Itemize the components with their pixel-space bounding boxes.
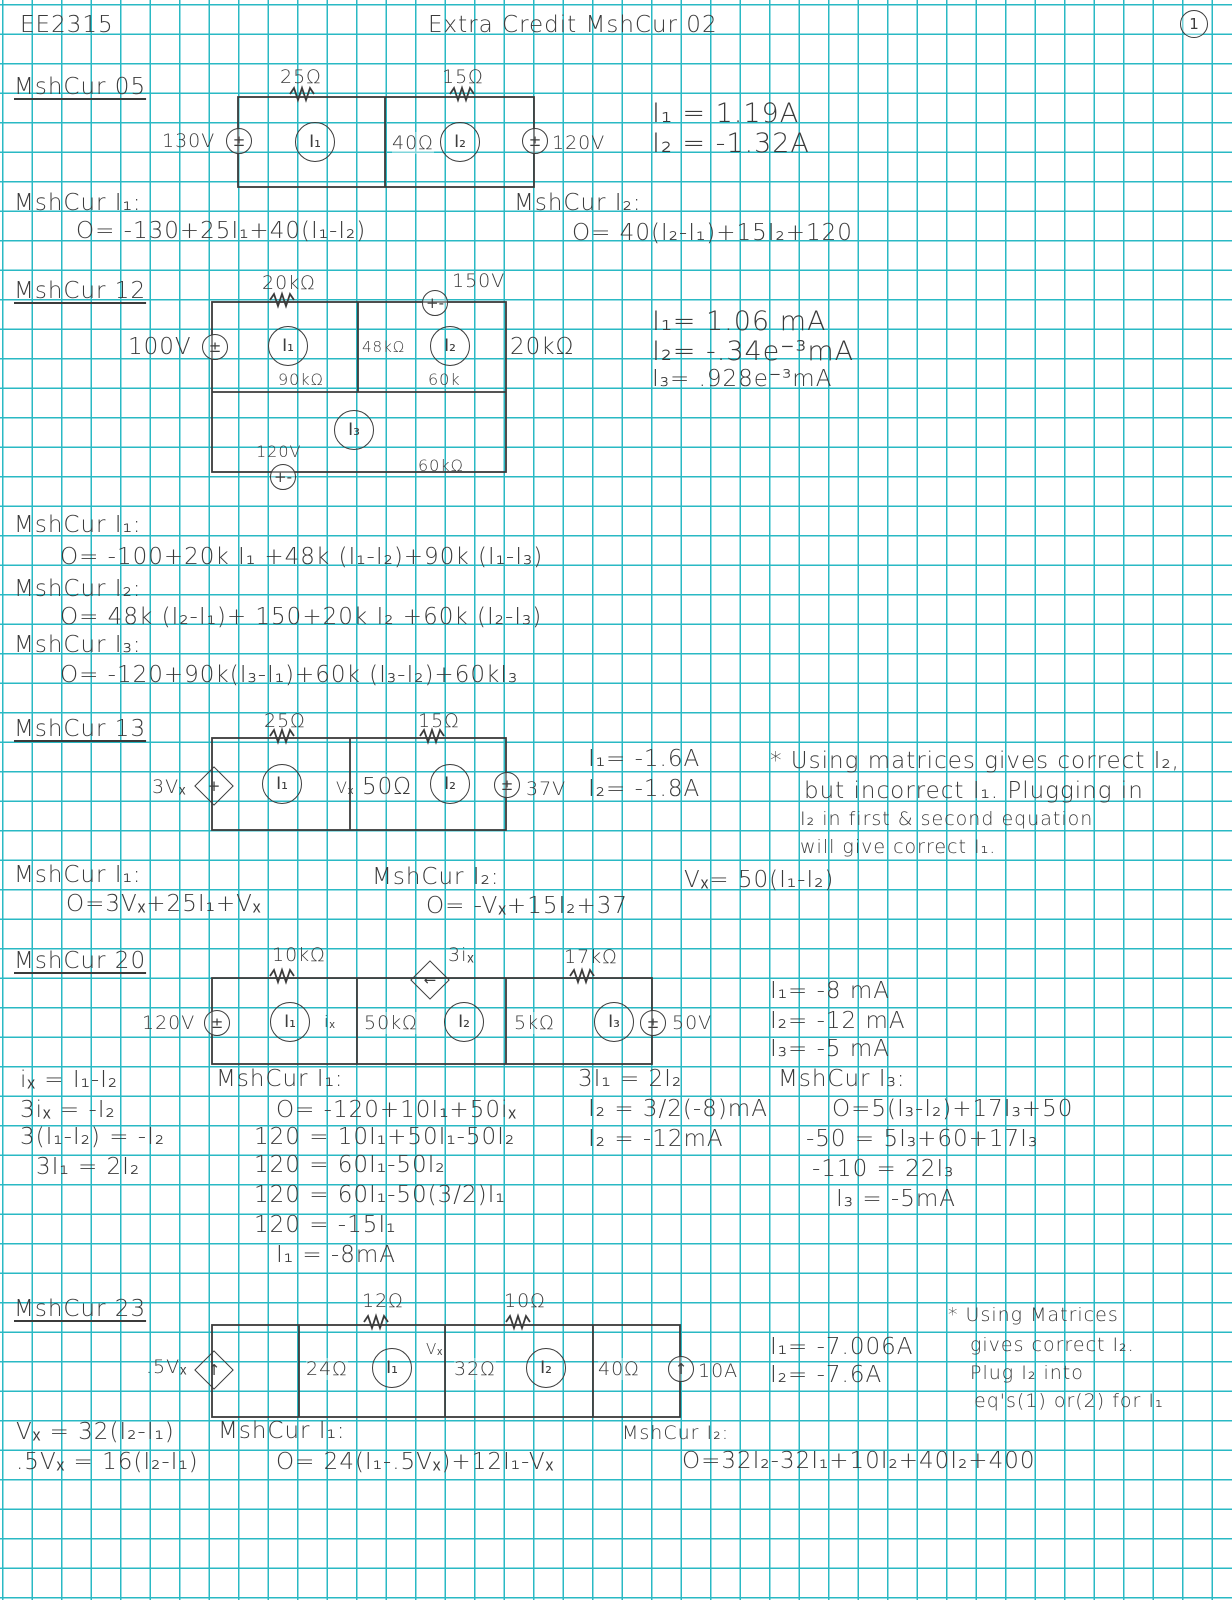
p20-work-left-4: 3I₁ = 2I₂ xyxy=(36,1154,141,1180)
p13-eq1: O=3Vₓ+25I₁+Vₓ xyxy=(66,891,262,917)
p12-eq3: O= -120+90k(I₃-I₁)+60k (I₃-I₂)+60kI₃ xyxy=(60,662,519,688)
p13-dependent-source-label: 3Vₓ xyxy=(152,776,187,798)
p12-eq2-label: MshCur I₂: xyxy=(14,576,142,602)
p23-work-left-2: .5Vₓ = 16(I₂-I₁) xyxy=(16,1449,199,1475)
p05-eq1: O= -130+25I₁+40(I₁-I₂) xyxy=(76,218,367,244)
p05-answer-i2: I₂ = -1.32A xyxy=(652,128,810,159)
p20-work-right-2: I₂ = 3/2(-8)mA xyxy=(588,1096,768,1122)
p12-resistor-90k: 90kΩ xyxy=(278,370,324,389)
p13-resistor-50: 50Ω xyxy=(362,774,412,800)
p23-resistor-12: 12Ω xyxy=(362,1290,404,1312)
p12-resistor-60k: 60k xyxy=(428,370,461,389)
p13-answer-i1: I₁= -1.6A xyxy=(588,746,701,772)
p20-i3-label: MshCur I₃: xyxy=(778,1066,906,1092)
page-number: 1 xyxy=(1180,10,1208,38)
p20-resistor-10k: 10kΩ xyxy=(272,944,326,966)
mesh-loop-icon: I₂ xyxy=(430,326,470,366)
dependent-source-icon: ← xyxy=(410,960,450,1000)
p12-answer-i2: I₂= -.34e⁻³mA xyxy=(652,336,855,367)
mesh-loop-icon: I₃ xyxy=(594,1002,634,1042)
mesh-loop-icon: I₁ xyxy=(262,764,302,804)
p20-work-left-3: 3(I₁-I₂) = -I₂ xyxy=(20,1124,166,1150)
p12-eq1: O= -100+20k I₁ +48k (I₁-I₂)+90k (I₁-I₃) xyxy=(60,544,544,570)
p12-voltage-source-100: 100V xyxy=(128,334,192,360)
heading-mshcur-20: MshCur 20 xyxy=(14,948,147,974)
heading-mshcur-05: MshCur 05 xyxy=(14,74,147,100)
p13-note-line1: * Using matrices gives correct I₂, xyxy=(770,748,1180,774)
p20-work-mid-4: 120 = 60I₁-50(3/2)I₁ xyxy=(254,1182,506,1208)
p12-resistor-20k: 20kΩ xyxy=(262,272,316,294)
p05-resistor-40: 40Ω xyxy=(392,132,434,154)
p23-resistor-32: 32Ω xyxy=(454,1358,496,1380)
dependent-source-icon: ↑ xyxy=(194,1350,234,1390)
p20-work-i3-4: I₃ = -5mA xyxy=(836,1186,956,1212)
p05-voltage-source-130: 130V xyxy=(162,130,216,152)
p23-eq2: O=32I₂-32I₁+10I₂+40I₂+400 xyxy=(682,1448,1036,1474)
p13-resistor-15: 15Ω xyxy=(418,710,460,732)
p23-resistor-40: 40Ω xyxy=(598,1358,640,1380)
p20-ix-label: iₓ xyxy=(324,1012,336,1031)
p20-work-i3-2: -50 = 5I₃+60+17I₃ xyxy=(806,1126,1039,1152)
p13-eq1-label: MshCur I₁: xyxy=(14,862,142,888)
p20-voltage-source-120: 120V xyxy=(142,1012,196,1034)
p13-note-line3: I₂ in first & second equation xyxy=(800,808,1094,830)
voltage-source-icon: ± xyxy=(226,128,252,154)
p20-work-right-1: 3I₁ = 2I₂ xyxy=(578,1066,683,1092)
p20-answer-i2: I₂= -12 mA xyxy=(770,1008,906,1034)
p20-dependent-source-label: 3iₓ xyxy=(448,944,475,966)
p12-answer-i3: I₃= .928e⁻³mA xyxy=(652,366,833,392)
p20-work-i3-3: -110 = 22I₃ xyxy=(812,1156,955,1182)
p12-voltage-source-150: 150V xyxy=(452,270,506,292)
voltage-source-icon: ± xyxy=(202,334,228,360)
p12-eq2: O= 48k (I₂-I₁)+ 150+20k I₂ +60k (I₂-I₃) xyxy=(60,604,543,630)
mesh-loop-icon: I₁ xyxy=(268,326,308,366)
p23-work-left-1: Vₓ = 32(I₂-I₁) xyxy=(16,1419,175,1445)
p20-work-mid-1: O= -120+10I₁+50iₓ xyxy=(276,1097,517,1123)
p13-eq2-label: MshCur I₂: xyxy=(372,864,500,890)
p12-answer-i1: I₁= 1.06 mA xyxy=(652,306,827,337)
p23-dependent-source-label: .5Vₓ xyxy=(146,1356,188,1378)
voltage-source-icon: ± xyxy=(522,128,548,154)
p05-resistor-15: 15Ω xyxy=(442,66,484,88)
p23-vx-label: Vₓ xyxy=(426,1340,444,1358)
p23-note-line2: gives correct I₂. xyxy=(970,1334,1135,1356)
p23-note-line1: * Using Matrices xyxy=(948,1304,1119,1326)
p13-vx-label: Vₓ xyxy=(336,778,355,797)
voltage-source-icon: ± xyxy=(204,1010,230,1036)
heading-mshcur-13: MshCur 13 xyxy=(14,716,147,742)
p20-work-i3-1: O=5(I₃-I₂)+17I₃+50 xyxy=(832,1096,1074,1122)
p20-work-left-1: iₓ = I₁-I₂ xyxy=(20,1067,119,1093)
p23-resistor-10: 10Ω xyxy=(504,1290,546,1312)
p20-work-right-3: I₂ = -12mA xyxy=(588,1126,724,1152)
p05-answer-i1: I₁ = 1.19A xyxy=(652,98,800,129)
p12-resistor-60k-bottom: 60kΩ xyxy=(418,456,464,475)
heading-mshcur-12: MshCur 12 xyxy=(14,278,147,304)
p13-answer-i2: I₂= -1.8A xyxy=(588,776,701,802)
p23-current-source-10a: 10A xyxy=(698,1360,739,1382)
p23-resistor-24: 24Ω xyxy=(306,1358,348,1380)
mesh-loop-icon: I₂ xyxy=(430,764,470,804)
voltage-source-icon: +- xyxy=(270,464,296,490)
p13-eq3: Vₓ= 50(I₁-I₂) xyxy=(684,867,835,893)
p20-work-mid-5: 120 = -15I₁ xyxy=(254,1212,397,1238)
p20-voltage-source-50: 50V xyxy=(672,1012,713,1034)
p05-voltage-source-120: 120V xyxy=(552,132,606,154)
p13-note-line2: but incorrect I₁. Plugging in xyxy=(804,778,1144,804)
p23-answer-i1: I₁= -7.006A xyxy=(770,1334,914,1360)
p13-resistor-25: 25Ω xyxy=(264,710,306,732)
p20-resistor-50k: 50kΩ xyxy=(364,1012,418,1034)
p20-mid-label: MshCur I₁: xyxy=(216,1066,344,1092)
mesh-loop-icon: I₂ xyxy=(440,122,480,162)
p12-eq3-label: MshCur I₃: xyxy=(14,632,142,658)
p23-answer-i2: I₂= -7.6A xyxy=(770,1362,883,1388)
p23-note-line4: eq's(1) or(2) for I₁ xyxy=(974,1390,1164,1412)
mesh-loop-icon: I₃ xyxy=(334,410,374,450)
p12-resistor-20k-right: 20kΩ xyxy=(510,334,575,360)
p20-work-mid-6: I₁ = -8mA xyxy=(276,1242,396,1268)
mesh-loop-icon: I₁ xyxy=(372,1348,412,1388)
p20-work-mid-2: 120 = 10I₁+50I₁-50I₂ xyxy=(254,1124,516,1150)
p13-note-line4: will give correct I₁. xyxy=(800,836,997,858)
dependent-source-icon: + xyxy=(194,766,234,806)
p12-voltage-source-120: 120V xyxy=(256,442,302,461)
p13-voltage-source-37: 37V xyxy=(526,778,567,800)
voltage-source-icon: ± xyxy=(494,772,520,798)
p05-eq2: O= 40(I₂-I₁)+15I₂+120 xyxy=(572,220,853,246)
p05-eq1-label: MshCur I₁: xyxy=(14,190,142,216)
p23-note-line3: Plug I₂ into xyxy=(970,1362,1084,1384)
voltage-source-icon: +- xyxy=(422,290,448,316)
mesh-loop-icon: I₂ xyxy=(444,1002,484,1042)
p20-answer-i1: I₁= -8 mA xyxy=(770,978,890,1004)
p05-resistor-25: 25Ω xyxy=(280,66,322,88)
voltage-source-icon: ± xyxy=(640,1010,666,1036)
p13-eq2: O= -Vₓ+15I₂+37 xyxy=(426,893,628,919)
mesh-loop-icon: I₂ xyxy=(526,1348,566,1388)
page-title: Extra Credit MshCur 02 xyxy=(428,12,718,38)
p12-resistor-48k: 48kΩ xyxy=(362,338,406,356)
mesh-loop-icon: I₁ xyxy=(270,1002,310,1042)
p23-eq2-label: MshCur I₂: xyxy=(622,1422,730,1444)
course-code: EE2315 xyxy=(20,12,114,38)
p12-eq1-label: MshCur I₁: xyxy=(14,512,142,538)
p23-eq1: O= 24(I₁-.5Vₓ)+12I₁-Vₓ xyxy=(276,1449,555,1475)
p05-eq2-label: MshCur I₂: xyxy=(514,190,642,216)
heading-mshcur-23: MshCur 23 xyxy=(14,1296,147,1322)
p20-answer-i3: I₃= -5 mA xyxy=(770,1036,890,1062)
p20-work-left-2: 3iₓ = -I₂ xyxy=(20,1097,116,1123)
p23-eq1-label: MshCur I₁: xyxy=(218,1418,346,1444)
p20-resistor-5k: 5kΩ xyxy=(514,1012,555,1034)
p20-resistor-17k: 17kΩ xyxy=(564,946,618,968)
mesh-loop-icon: I₁ xyxy=(295,122,335,162)
p20-work-mid-3: 120 = 60I₁-50I₂ xyxy=(254,1152,446,1178)
current-source-icon: ↑ xyxy=(668,1356,694,1382)
